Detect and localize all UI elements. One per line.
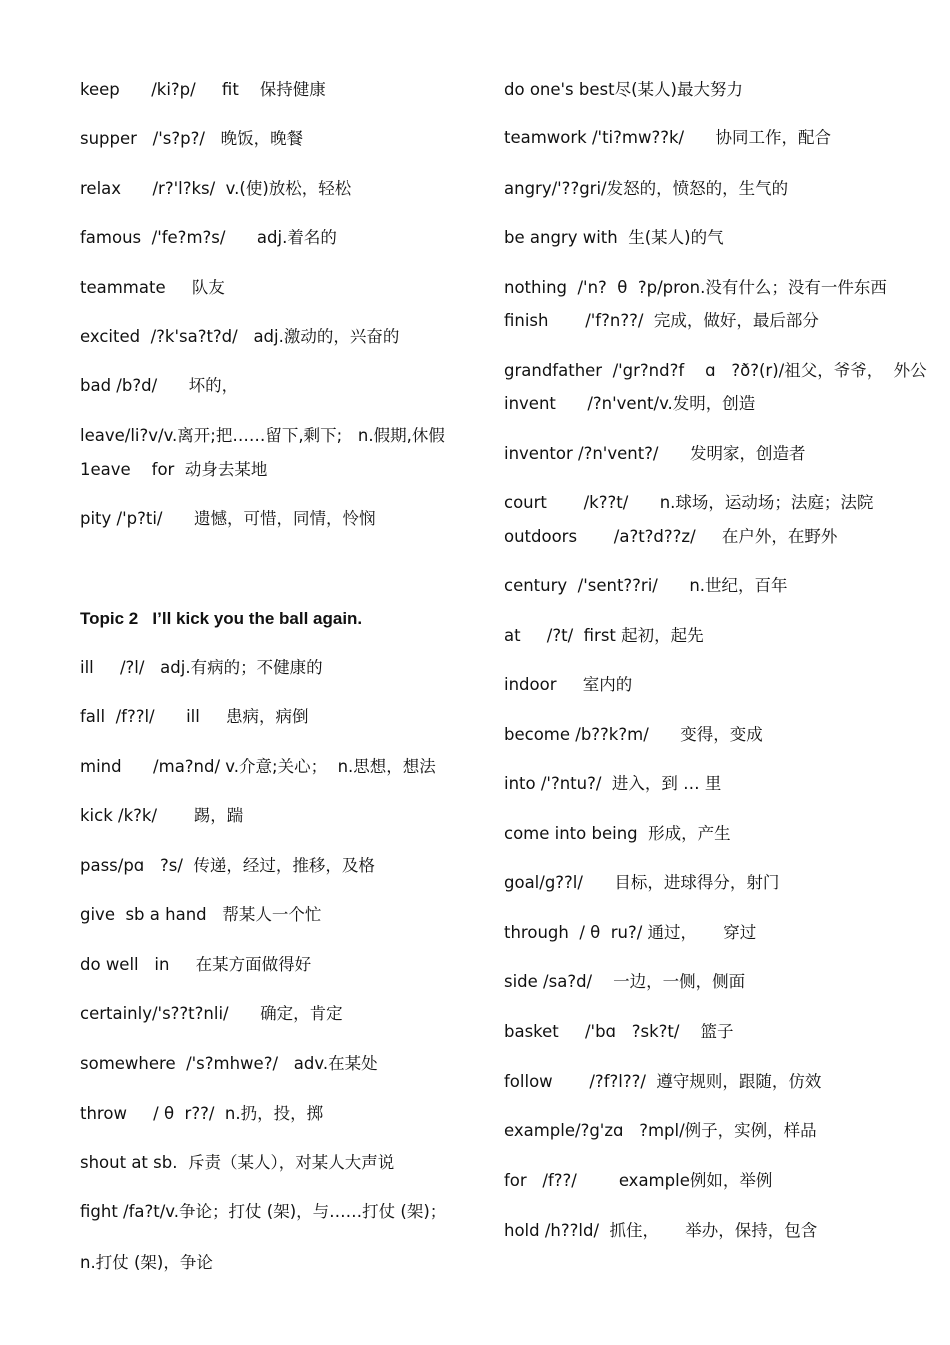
right-vocab-entry: through / θ ru?/ 通过， 穿过 <box>504 923 757 942</box>
right-vocab-entry: goal/g??l/ 目标，进球得分，射门 <box>504 873 780 892</box>
left-vocab-entry: certainly/'s??t?nli/ 确定，肯定 <box>80 1004 343 1023</box>
right-vocab-entry: be angry with 生(某人)的气 <box>504 228 724 247</box>
left-vocab-entry: supper /'s?p?/ 晚饭，晚餐 <box>80 129 304 148</box>
right-vocab-entry: into /'?ntu?/ 进入，到 … 里 <box>504 774 722 793</box>
right-vocab-entry: example/?g'zɑ ?mpl/例子，实例，样品 <box>504 1121 817 1140</box>
right-vocab-entry: come into being 形成，产生 <box>504 824 731 843</box>
right-vocab-entry: indoor 室内的 <box>504 675 633 694</box>
right-vocab-entry: become /b??k?m/ 变得，变成 <box>504 725 763 744</box>
left-vocab-entry: keep /ki?p/ fit 保持健康 <box>80 80 326 99</box>
right-vocab-entry: side /sa?d/ 一边，一侧，侧面 <box>504 972 746 991</box>
left-vocab-entry: leave/li?v/v.离开;把……留下,剩下; n.假期,休假 <box>80 426 445 445</box>
left-vocab-entry: fight /fa?t/v.争论；打仗 (架)，与……打仗 (架)； <box>80 1202 447 1221</box>
right-vocab-entry: invent /?n'vent/v.发明，创造 <box>504 394 756 413</box>
left-vocab-entry: somewhere /'s?mhwe?/ adv.在某处 <box>80 1054 378 1073</box>
left-vocab-entry: shout at sb. 斥责（某人），对某人大声说 <box>80 1153 395 1172</box>
left-vocab-entry: do well in 在某方面做得好 <box>80 955 312 974</box>
section-heading: Topic 2 I’ll kick you the ball again. <box>80 609 363 628</box>
right-vocab-entry: teamwork /'ti?mw??k/ 协同工作，配合 <box>504 128 832 147</box>
right-vocab-entry: outdoors /a?t?d??z/ 在户外，在野外 <box>504 527 838 546</box>
right-vocab-entry: inventor /?n'vent?/ 发明家，创造者 <box>504 444 806 463</box>
right-vocab-entry: angry/'??gri/发怒的，愤怒的，生气的 <box>504 179 789 198</box>
left-vocab-entry: mind /ma?nd/ v.介意;关心； n.思想，想法 <box>80 757 436 776</box>
right-vocab-entry: do one's best尽(某人)最大努力 <box>504 80 743 99</box>
left-vocab-entry: n.打仗 (架)，争论 <box>80 1253 213 1272</box>
right-vocab-entry: finish /'f?n??/ 完成，做好，最后部分 <box>504 311 819 330</box>
right-vocab-entry: basket /'bɑ ?sk?t/ 篮子 <box>504 1022 734 1041</box>
right-vocab-entry: century /'sent??ri/ n.世纪，百年 <box>504 576 788 595</box>
right-vocab-entry: for /f??/ example例如，举例 <box>504 1171 773 1190</box>
right-vocab-entry: grandfather /'gr?nd?f ɑ ?ð?(r)/祖父，爷爷， 外公 <box>504 361 927 380</box>
left-vocab-entry: ill /?l/ adj.有病的；不健康的 <box>80 658 323 677</box>
left-vocab-entry: pity /'p?ti/ 遗憾，可惜，同情，怜悯 <box>80 509 376 528</box>
right-vocab-entry: at /?t/ first 起初，起先 <box>504 626 704 645</box>
right-vocab-entry: nothing /'n? θ ?p/pron.没有什么；没有一件东西 <box>504 278 887 297</box>
right-vocab-entry: hold /h??ld/ 抓住， 举办，保持，包含 <box>504 1221 818 1240</box>
left-vocab-entry: throw / θ r??/ n.扔，投，掷 <box>80 1104 324 1123</box>
left-vocab-entry: fall /f??l/ ill 患病，病倒 <box>80 707 309 726</box>
right-vocab-entry: follow /?f?l??/ 遵守规则，跟随，仿效 <box>504 1072 822 1091</box>
left-vocab-entry: bad /b?d/ 坏的， <box>80 376 239 395</box>
right-vocab-entry: court /k??t/ n.球场，运动场；法庭；法院 <box>504 493 874 512</box>
left-vocab-entry: kick /k?k/ 踢，踹 <box>80 806 244 825</box>
left-vocab-entry: teammate 队友 <box>80 278 225 297</box>
left-vocab-entry: excited /?k'sa?t?d/ adj.激动的，兴奋的 <box>80 327 400 346</box>
left-vocab-entry: pass/pɑ ?s/ 传递，经过，推移，及格 <box>80 856 375 875</box>
left-vocab-entry: 1eave for 动身去某地 <box>80 460 268 479</box>
left-vocab-entry: give sb a hand 帮某人一个忙 <box>80 905 322 924</box>
left-vocab-entry: relax /r?'l?ks/ v.(使)放松，轻松 <box>80 179 352 198</box>
left-vocab-entry: famous /'fe?m?s/ adj.着名的 <box>80 228 337 247</box>
